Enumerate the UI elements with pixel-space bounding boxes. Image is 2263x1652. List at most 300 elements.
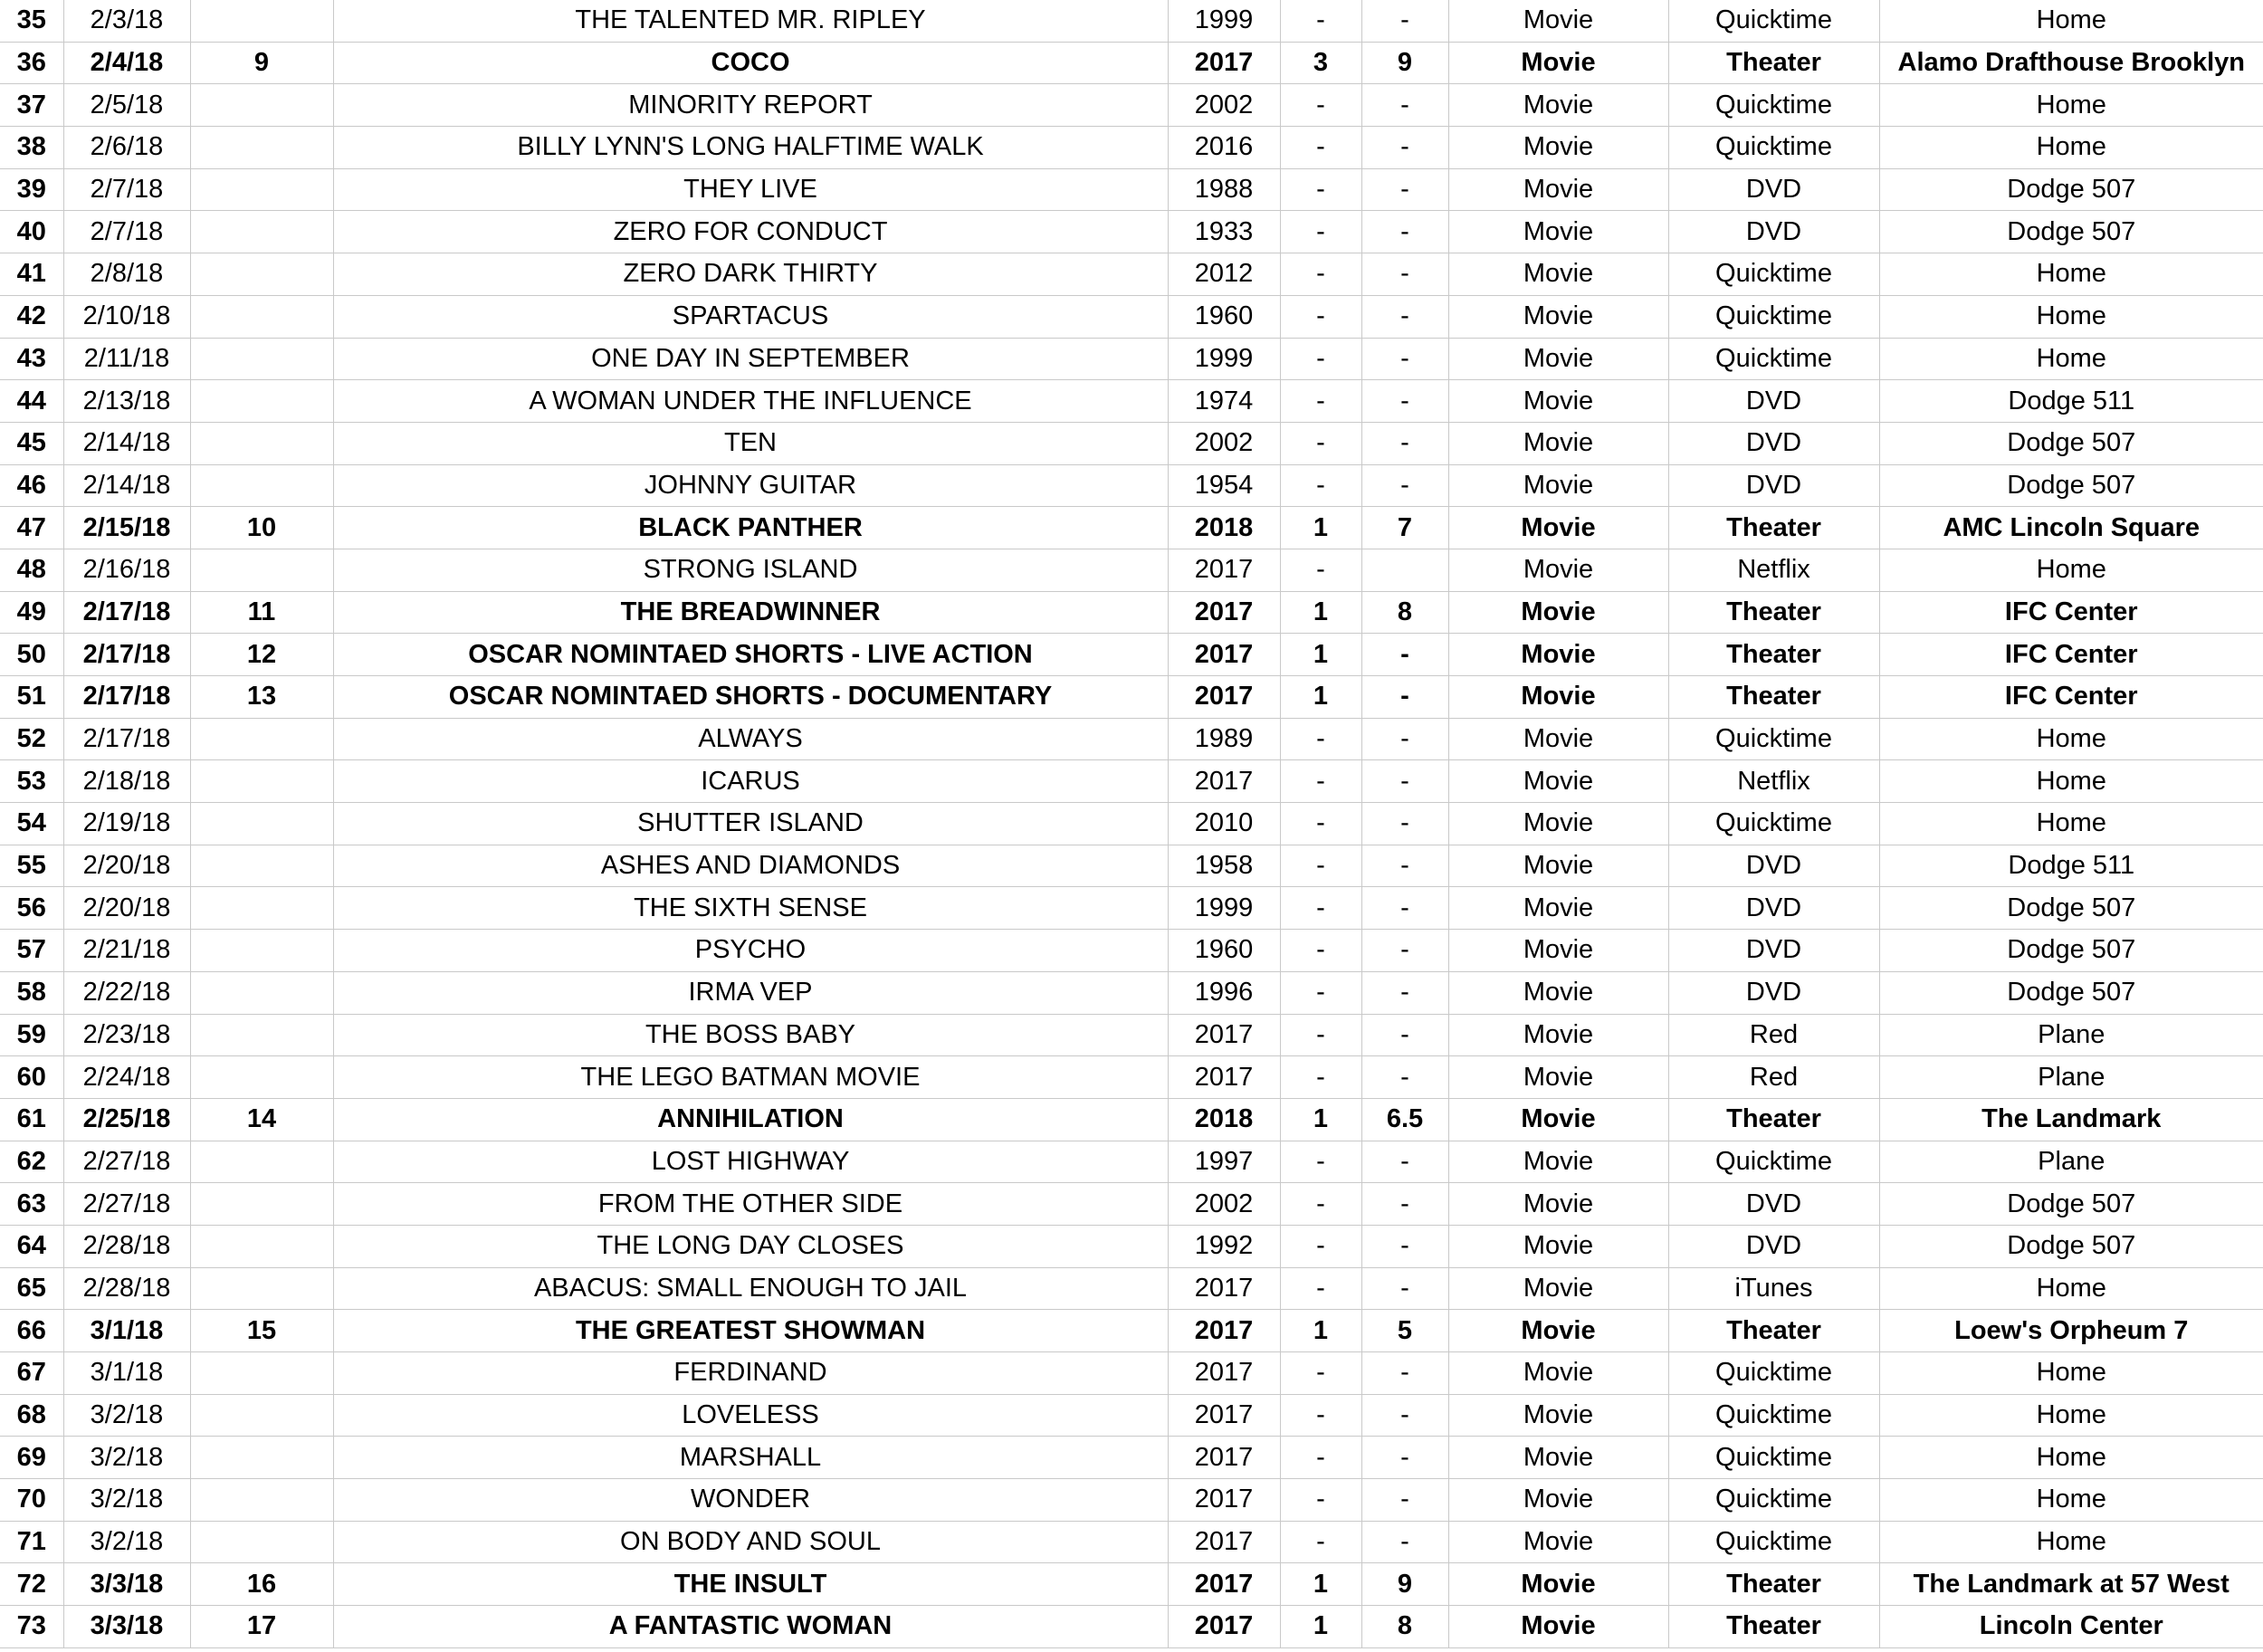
date-cell[interactable]: 2/28/18 [63,1225,190,1267]
theater-count-cell[interactable]: 16 [190,1563,333,1606]
location-cell[interactable]: Home [1879,84,2263,127]
title-cell[interactable]: ON BODY AND SOUL [333,1521,1168,1563]
row-number-cell[interactable]: 52 [0,718,63,760]
theater-count-cell[interactable] [190,1479,333,1522]
row-number-cell[interactable]: 55 [0,845,63,887]
rating-cell[interactable]: - [1361,168,1448,211]
rating-cell[interactable]: - [1361,1479,1448,1522]
row-number-cell[interactable]: 41 [0,253,63,296]
title-cell[interactable]: SPARTACUS [333,295,1168,338]
title-cell[interactable]: THE LONG DAY CLOSES [333,1225,1168,1267]
theater-count-cell[interactable] [190,211,333,253]
rating-cell[interactable]: - [1361,718,1448,760]
row-number-cell[interactable]: 69 [0,1437,63,1479]
rating-cell[interactable]: - [1361,253,1448,296]
theater-count-cell[interactable] [190,845,333,887]
theater-count-cell[interactable] [190,84,333,127]
format-cell[interactable]: Quicktime [1668,1141,1879,1183]
rating-cell[interactable]: - [1361,295,1448,338]
seen-count-cell[interactable]: - [1280,253,1361,296]
title-cell[interactable]: BILLY LYNN'S LONG HALFTIME WALK [333,127,1168,169]
type-cell[interactable]: Movie [1448,930,1668,972]
row-number-cell[interactable]: 59 [0,1014,63,1056]
title-cell[interactable]: WONDER [333,1479,1168,1522]
year-cell[interactable]: 2002 [1168,422,1280,464]
type-cell[interactable]: Movie [1448,591,1668,634]
rating-cell[interactable]: - [1361,1267,1448,1310]
type-cell[interactable]: Movie [1448,211,1668,253]
theater-count-cell[interactable]: 17 [190,1606,333,1648]
date-cell[interactable]: 2/5/18 [63,84,190,127]
row-number-cell[interactable]: 44 [0,380,63,423]
rating-cell[interactable]: - [1361,803,1448,845]
type-cell[interactable]: Movie [1448,84,1668,127]
rating-cell[interactable]: - [1361,1352,1448,1395]
location-cell[interactable]: Dodge 511 [1879,380,2263,423]
type-cell[interactable]: Movie [1448,253,1668,296]
row-number-cell[interactable]: 73 [0,1606,63,1648]
date-cell[interactable]: 3/3/18 [63,1606,190,1648]
seen-count-cell[interactable]: - [1280,887,1361,930]
year-cell[interactable]: 1958 [1168,845,1280,887]
title-cell[interactable]: JOHNNY GUITAR [333,464,1168,507]
rating-cell[interactable]: - [1361,971,1448,1014]
title-cell[interactable]: MARSHALL [333,1437,1168,1479]
location-cell[interactable]: Dodge 507 [1879,211,2263,253]
location-cell[interactable]: Home [1879,1437,2263,1479]
year-cell[interactable]: 2012 [1168,253,1280,296]
row-number-cell[interactable]: 40 [0,211,63,253]
type-cell[interactable]: Movie [1448,1267,1668,1310]
rating-cell[interactable]: - [1361,887,1448,930]
row-number-cell[interactable]: 56 [0,887,63,930]
date-cell[interactable]: 3/2/18 [63,1479,190,1522]
row-number-cell[interactable]: 61 [0,1098,63,1141]
type-cell[interactable]: Movie [1448,803,1668,845]
location-cell[interactable]: Plane [1879,1141,2263,1183]
format-cell[interactable]: Quicktime [1668,0,1879,42]
title-cell[interactable]: FROM THE OTHER SIDE [333,1183,1168,1226]
type-cell[interactable]: Movie [1448,971,1668,1014]
row-number-cell[interactable]: 72 [0,1563,63,1606]
date-cell[interactable]: 2/27/18 [63,1183,190,1226]
rating-cell[interactable]: - [1361,845,1448,887]
date-cell[interactable]: 2/3/18 [63,0,190,42]
date-cell[interactable]: 2/23/18 [63,1014,190,1056]
theater-count-cell[interactable] [190,887,333,930]
format-cell[interactable]: DVD [1668,211,1879,253]
year-cell[interactable]: 2017 [1168,1437,1280,1479]
seen-count-cell[interactable]: 1 [1280,1563,1361,1606]
format-cell[interactable]: Quicktime [1668,803,1879,845]
format-cell[interactable]: DVD [1668,887,1879,930]
location-cell[interactable]: IFC Center [1879,634,2263,676]
format-cell[interactable]: DVD [1668,464,1879,507]
theater-count-cell[interactable]: 13 [190,676,333,719]
rating-cell[interactable]: 5 [1361,1310,1448,1352]
title-cell[interactable]: LOST HIGHWAY [333,1141,1168,1183]
location-cell[interactable]: Plane [1879,1014,2263,1056]
date-cell[interactable]: 2/11/18 [63,338,190,380]
seen-count-cell[interactable]: - [1280,1056,1361,1099]
seen-count-cell[interactable]: - [1280,295,1361,338]
format-cell[interactable]: Netflix [1668,549,1879,591]
format-cell[interactable]: Theater [1668,591,1879,634]
title-cell[interactable]: TEN [333,422,1168,464]
row-number-cell[interactable]: 62 [0,1141,63,1183]
title-cell[interactable]: ALWAYS [333,718,1168,760]
type-cell[interactable]: Movie [1448,1352,1668,1395]
date-cell[interactable]: 3/2/18 [63,1394,190,1437]
title-cell[interactable]: SHUTTER ISLAND [333,803,1168,845]
format-cell[interactable]: Theater [1668,1563,1879,1606]
year-cell[interactable]: 1988 [1168,168,1280,211]
seen-count-cell[interactable]: 1 [1280,676,1361,719]
year-cell[interactable]: 2017 [1168,1352,1280,1395]
theater-count-cell[interactable]: 14 [190,1098,333,1141]
title-cell[interactable]: THE LEGO BATMAN MOVIE [333,1056,1168,1099]
theater-count-cell[interactable]: 12 [190,634,333,676]
year-cell[interactable]: 1992 [1168,1225,1280,1267]
type-cell[interactable]: Movie [1448,718,1668,760]
location-cell[interactable]: Dodge 507 [1879,422,2263,464]
format-cell[interactable]: Theater [1668,676,1879,719]
format-cell[interactable]: Theater [1668,1098,1879,1141]
title-cell[interactable]: ZERO DARK THIRTY [333,253,1168,296]
seen-count-cell[interactable]: - [1280,930,1361,972]
type-cell[interactable]: Movie [1448,127,1668,169]
date-cell[interactable]: 3/1/18 [63,1310,190,1352]
type-cell[interactable]: Movie [1448,168,1668,211]
location-cell[interactable]: Home [1879,1521,2263,1563]
date-cell[interactable]: 2/25/18 [63,1098,190,1141]
rating-cell[interactable]: - [1361,1183,1448,1226]
date-cell[interactable]: 2/17/18 [63,634,190,676]
location-cell[interactable]: Home [1879,1267,2263,1310]
row-number-cell[interactable]: 71 [0,1521,63,1563]
type-cell[interactable]: Movie [1448,422,1668,464]
year-cell[interactable]: 1960 [1168,295,1280,338]
seen-count-cell[interactable]: - [1280,422,1361,464]
rating-cell[interactable]: - [1361,338,1448,380]
year-cell[interactable]: 1960 [1168,930,1280,972]
row-number-cell[interactable]: 60 [0,1056,63,1099]
type-cell[interactable]: Movie [1448,0,1668,42]
type-cell[interactable]: Movie [1448,1437,1668,1479]
year-cell[interactable]: 2017 [1168,1479,1280,1522]
row-number-cell[interactable]: 49 [0,591,63,634]
location-cell[interactable]: Dodge 507 [1879,464,2263,507]
location-cell[interactable]: Dodge 507 [1879,971,2263,1014]
location-cell[interactable]: Dodge 507 [1879,930,2263,972]
rating-cell[interactable]: - [1361,1141,1448,1183]
year-cell[interactable]: 2017 [1168,1267,1280,1310]
theater-count-cell[interactable] [190,0,333,42]
location-cell[interactable]: The Landmark at 57 West [1879,1563,2263,1606]
theater-count-cell[interactable] [190,930,333,972]
seen-count-cell[interactable]: - [1280,971,1361,1014]
type-cell[interactable]: Movie [1448,1056,1668,1099]
date-cell[interactable]: 2/21/18 [63,930,190,972]
row-number-cell[interactable]: 43 [0,338,63,380]
seen-count-cell[interactable]: - [1280,1479,1361,1522]
type-cell[interactable]: Movie [1448,1310,1668,1352]
date-cell[interactable]: 2/13/18 [63,380,190,423]
year-cell[interactable]: 2002 [1168,84,1280,127]
type-cell[interactable]: Movie [1448,1521,1668,1563]
date-cell[interactable]: 2/14/18 [63,464,190,507]
row-number-cell[interactable]: 47 [0,507,63,549]
rating-cell[interactable]: 8 [1361,1606,1448,1648]
rating-cell[interactable]: - [1361,380,1448,423]
title-cell[interactable]: THE GREATEST SHOWMAN [333,1310,1168,1352]
row-number-cell[interactable]: 54 [0,803,63,845]
date-cell[interactable]: 3/2/18 [63,1437,190,1479]
location-cell[interactable]: Home [1879,803,2263,845]
year-cell[interactable]: 2018 [1168,1098,1280,1141]
format-cell[interactable]: Quicktime [1668,127,1879,169]
rating-cell[interactable]: - [1361,1225,1448,1267]
format-cell[interactable]: DVD [1668,422,1879,464]
title-cell[interactable]: OSCAR NOMINTAED SHORTS - DOCUMENTARY [333,676,1168,719]
seen-count-cell[interactable]: 1 [1280,1310,1361,1352]
location-cell[interactable]: Dodge 507 [1879,1225,2263,1267]
date-cell[interactable]: 2/20/18 [63,845,190,887]
title-cell[interactable]: ASHES AND DIAMONDS [333,845,1168,887]
year-cell[interactable]: 2017 [1168,1056,1280,1099]
location-cell[interactable]: IFC Center [1879,591,2263,634]
format-cell[interactable]: Theater [1668,634,1879,676]
theater-count-cell[interactable] [190,803,333,845]
theater-count-cell[interactable] [190,1014,333,1056]
date-cell[interactable]: 3/2/18 [63,1521,190,1563]
location-cell[interactable]: Dodge 507 [1879,887,2263,930]
title-cell[interactable]: ICARUS [333,760,1168,803]
title-cell[interactable]: THE TALENTED MR. RIPLEY [333,0,1168,42]
year-cell[interactable]: 1996 [1168,971,1280,1014]
rating-cell[interactable]: - [1361,760,1448,803]
format-cell[interactable]: DVD [1668,380,1879,423]
title-cell[interactable]: BLACK PANTHER [333,507,1168,549]
theater-count-cell[interactable] [190,549,333,591]
type-cell[interactable]: Movie [1448,380,1668,423]
title-cell[interactable]: THE INSULT [333,1563,1168,1606]
title-cell[interactable]: MINORITY REPORT [333,84,1168,127]
location-cell[interactable]: Home [1879,338,2263,380]
rating-cell[interactable]: - [1361,422,1448,464]
title-cell[interactable]: PSYCHO [333,930,1168,972]
row-number-cell[interactable]: 46 [0,464,63,507]
date-cell[interactable]: 2/7/18 [63,168,190,211]
theater-count-cell[interactable] [190,168,333,211]
title-cell[interactable]: COCO [333,42,1168,84]
seen-count-cell[interactable]: - [1280,1352,1361,1395]
date-cell[interactable]: 2/15/18 [63,507,190,549]
row-number-cell[interactable]: 65 [0,1267,63,1310]
year-cell[interactable]: 2017 [1168,591,1280,634]
row-number-cell[interactable]: 39 [0,168,63,211]
date-cell[interactable]: 2/4/18 [63,42,190,84]
theater-count-cell[interactable] [190,1267,333,1310]
title-cell[interactable]: OSCAR NOMINTAED SHORTS - LIVE ACTION [333,634,1168,676]
row-number-cell[interactable]: 50 [0,634,63,676]
date-cell[interactable]: 2/6/18 [63,127,190,169]
format-cell[interactable]: DVD [1668,168,1879,211]
theater-count-cell[interactable] [190,1141,333,1183]
theater-count-cell[interactable] [190,464,333,507]
format-cell[interactable]: DVD [1668,971,1879,1014]
location-cell[interactable]: Dodge 511 [1879,845,2263,887]
type-cell[interactable]: Movie [1448,887,1668,930]
theater-count-cell[interactable] [190,295,333,338]
year-cell[interactable]: 1933 [1168,211,1280,253]
year-cell[interactable]: 2018 [1168,507,1280,549]
row-number-cell[interactable]: 37 [0,84,63,127]
date-cell[interactable]: 2/27/18 [63,1141,190,1183]
title-cell[interactable]: A WOMAN UNDER THE INFLUENCE [333,380,1168,423]
location-cell[interactable]: Loew's Orpheum 7 [1879,1310,2263,1352]
format-cell[interactable]: DVD [1668,1225,1879,1267]
seen-count-cell[interactable]: - [1280,1141,1361,1183]
year-cell[interactable]: 2017 [1168,760,1280,803]
theater-count-cell[interactable] [190,971,333,1014]
format-cell[interactable]: Quicktime [1668,1521,1879,1563]
title-cell[interactable]: STRONG ISLAND [333,549,1168,591]
type-cell[interactable]: Movie [1448,1141,1668,1183]
year-cell[interactable]: 1999 [1168,338,1280,380]
row-number-cell[interactable]: 36 [0,42,63,84]
row-number-cell[interactable]: 70 [0,1479,63,1522]
type-cell[interactable]: Movie [1448,507,1668,549]
date-cell[interactable]: 2/22/18 [63,971,190,1014]
theater-count-cell[interactable] [190,1352,333,1395]
seen-count-cell[interactable]: - [1280,168,1361,211]
year-cell[interactable]: 2016 [1168,127,1280,169]
row-number-cell[interactable]: 45 [0,422,63,464]
seen-count-cell[interactable]: - [1280,760,1361,803]
year-cell[interactable]: 1999 [1168,887,1280,930]
format-cell[interactable]: Quicktime [1668,1394,1879,1437]
seen-count-cell[interactable]: - [1280,1437,1361,1479]
type-cell[interactable]: Movie [1448,634,1668,676]
title-cell[interactable]: THEY LIVE [333,168,1168,211]
row-number-cell[interactable]: 67 [0,1352,63,1395]
location-cell[interactable]: Home [1879,1394,2263,1437]
type-cell[interactable]: Movie [1448,1479,1668,1522]
format-cell[interactable]: Theater [1668,1606,1879,1648]
format-cell[interactable]: Quicktime [1668,84,1879,127]
type-cell[interactable]: Movie [1448,295,1668,338]
seen-count-cell[interactable]: - [1280,1394,1361,1437]
rating-cell[interactable]: 9 [1361,42,1448,84]
seen-count-cell[interactable]: 1 [1280,1098,1361,1141]
title-cell[interactable]: THE BOSS BABY [333,1014,1168,1056]
rating-cell[interactable]: - [1361,930,1448,972]
theater-count-cell[interactable] [190,1394,333,1437]
row-number-cell[interactable]: 53 [0,760,63,803]
year-cell[interactable]: 2017 [1168,549,1280,591]
date-cell[interactable]: 2/17/18 [63,676,190,719]
format-cell[interactable]: Quicktime [1668,295,1879,338]
title-cell[interactable]: THE SIXTH SENSE [333,887,1168,930]
location-cell[interactable]: Home [1879,718,2263,760]
year-cell[interactable]: 2017 [1168,1014,1280,1056]
seen-count-cell[interactable]: 1 [1280,1606,1361,1648]
seen-count-cell[interactable]: - [1280,718,1361,760]
location-cell[interactable]: Home [1879,0,2263,42]
theater-count-cell[interactable] [190,760,333,803]
year-cell[interactable]: 2017 [1168,1310,1280,1352]
year-cell[interactable]: 2017 [1168,1521,1280,1563]
year-cell[interactable]: 2017 [1168,1563,1280,1606]
type-cell[interactable]: Movie [1448,845,1668,887]
location-cell[interactable]: Home [1879,1479,2263,1522]
type-cell[interactable]: Movie [1448,1225,1668,1267]
rating-cell[interactable]: - [1361,1014,1448,1056]
type-cell[interactable]: Movie [1448,1183,1668,1226]
location-cell[interactable]: Dodge 507 [1879,168,2263,211]
year-cell[interactable]: 2017 [1168,1394,1280,1437]
type-cell[interactable]: Movie [1448,1563,1668,1606]
title-cell[interactable]: ANNIHILATION [333,1098,1168,1141]
format-cell[interactable]: Red [1668,1014,1879,1056]
seen-count-cell[interactable]: - [1280,0,1361,42]
format-cell[interactable]: Theater [1668,42,1879,84]
format-cell[interactable]: Quicktime [1668,253,1879,296]
rating-cell[interactable]: 8 [1361,591,1448,634]
year-cell[interactable]: 2017 [1168,1606,1280,1648]
format-cell[interactable]: iTunes [1668,1267,1879,1310]
seen-count-cell[interactable]: 1 [1280,634,1361,676]
year-cell[interactable]: 1954 [1168,464,1280,507]
row-number-cell[interactable]: 42 [0,295,63,338]
year-cell[interactable]: 1989 [1168,718,1280,760]
rating-cell[interactable]: - [1361,464,1448,507]
theater-count-cell[interactable] [190,1056,333,1099]
rating-cell[interactable]: 6.5 [1361,1098,1448,1141]
theater-count-cell[interactable]: 15 [190,1310,333,1352]
date-cell[interactable]: 2/18/18 [63,760,190,803]
seen-count-cell[interactable]: - [1280,549,1361,591]
seen-count-cell[interactable]: - [1280,845,1361,887]
theater-count-cell[interactable] [190,1183,333,1226]
location-cell[interactable]: Home [1879,760,2263,803]
title-cell[interactable]: ZERO FOR CONDUCT [333,211,1168,253]
year-cell[interactable]: 2017 [1168,634,1280,676]
year-cell[interactable]: 1997 [1168,1141,1280,1183]
location-cell[interactable]: Home [1879,127,2263,169]
location-cell[interactable]: AMC Lincoln Square [1879,507,2263,549]
year-cell[interactable]: 2002 [1168,1183,1280,1226]
type-cell[interactable]: Movie [1448,549,1668,591]
seen-count-cell[interactable]: - [1280,211,1361,253]
format-cell[interactable]: Quicktime [1668,718,1879,760]
format-cell[interactable]: DVD [1668,930,1879,972]
theater-count-cell[interactable] [190,253,333,296]
format-cell[interactable]: Quicktime [1668,1352,1879,1395]
title-cell[interactable]: IRMA VEP [333,971,1168,1014]
date-cell[interactable]: 2/24/18 [63,1056,190,1099]
seen-count-cell[interactable]: - [1280,84,1361,127]
date-cell[interactable]: 3/1/18 [63,1352,190,1395]
location-cell[interactable]: Home [1879,253,2263,296]
year-cell[interactable]: 1999 [1168,0,1280,42]
seen-count-cell[interactable]: 1 [1280,507,1361,549]
row-number-cell[interactable]: 38 [0,127,63,169]
date-cell[interactable]: 2/14/18 [63,422,190,464]
date-cell[interactable]: 2/10/18 [63,295,190,338]
seen-count-cell[interactable]: - [1280,338,1361,380]
